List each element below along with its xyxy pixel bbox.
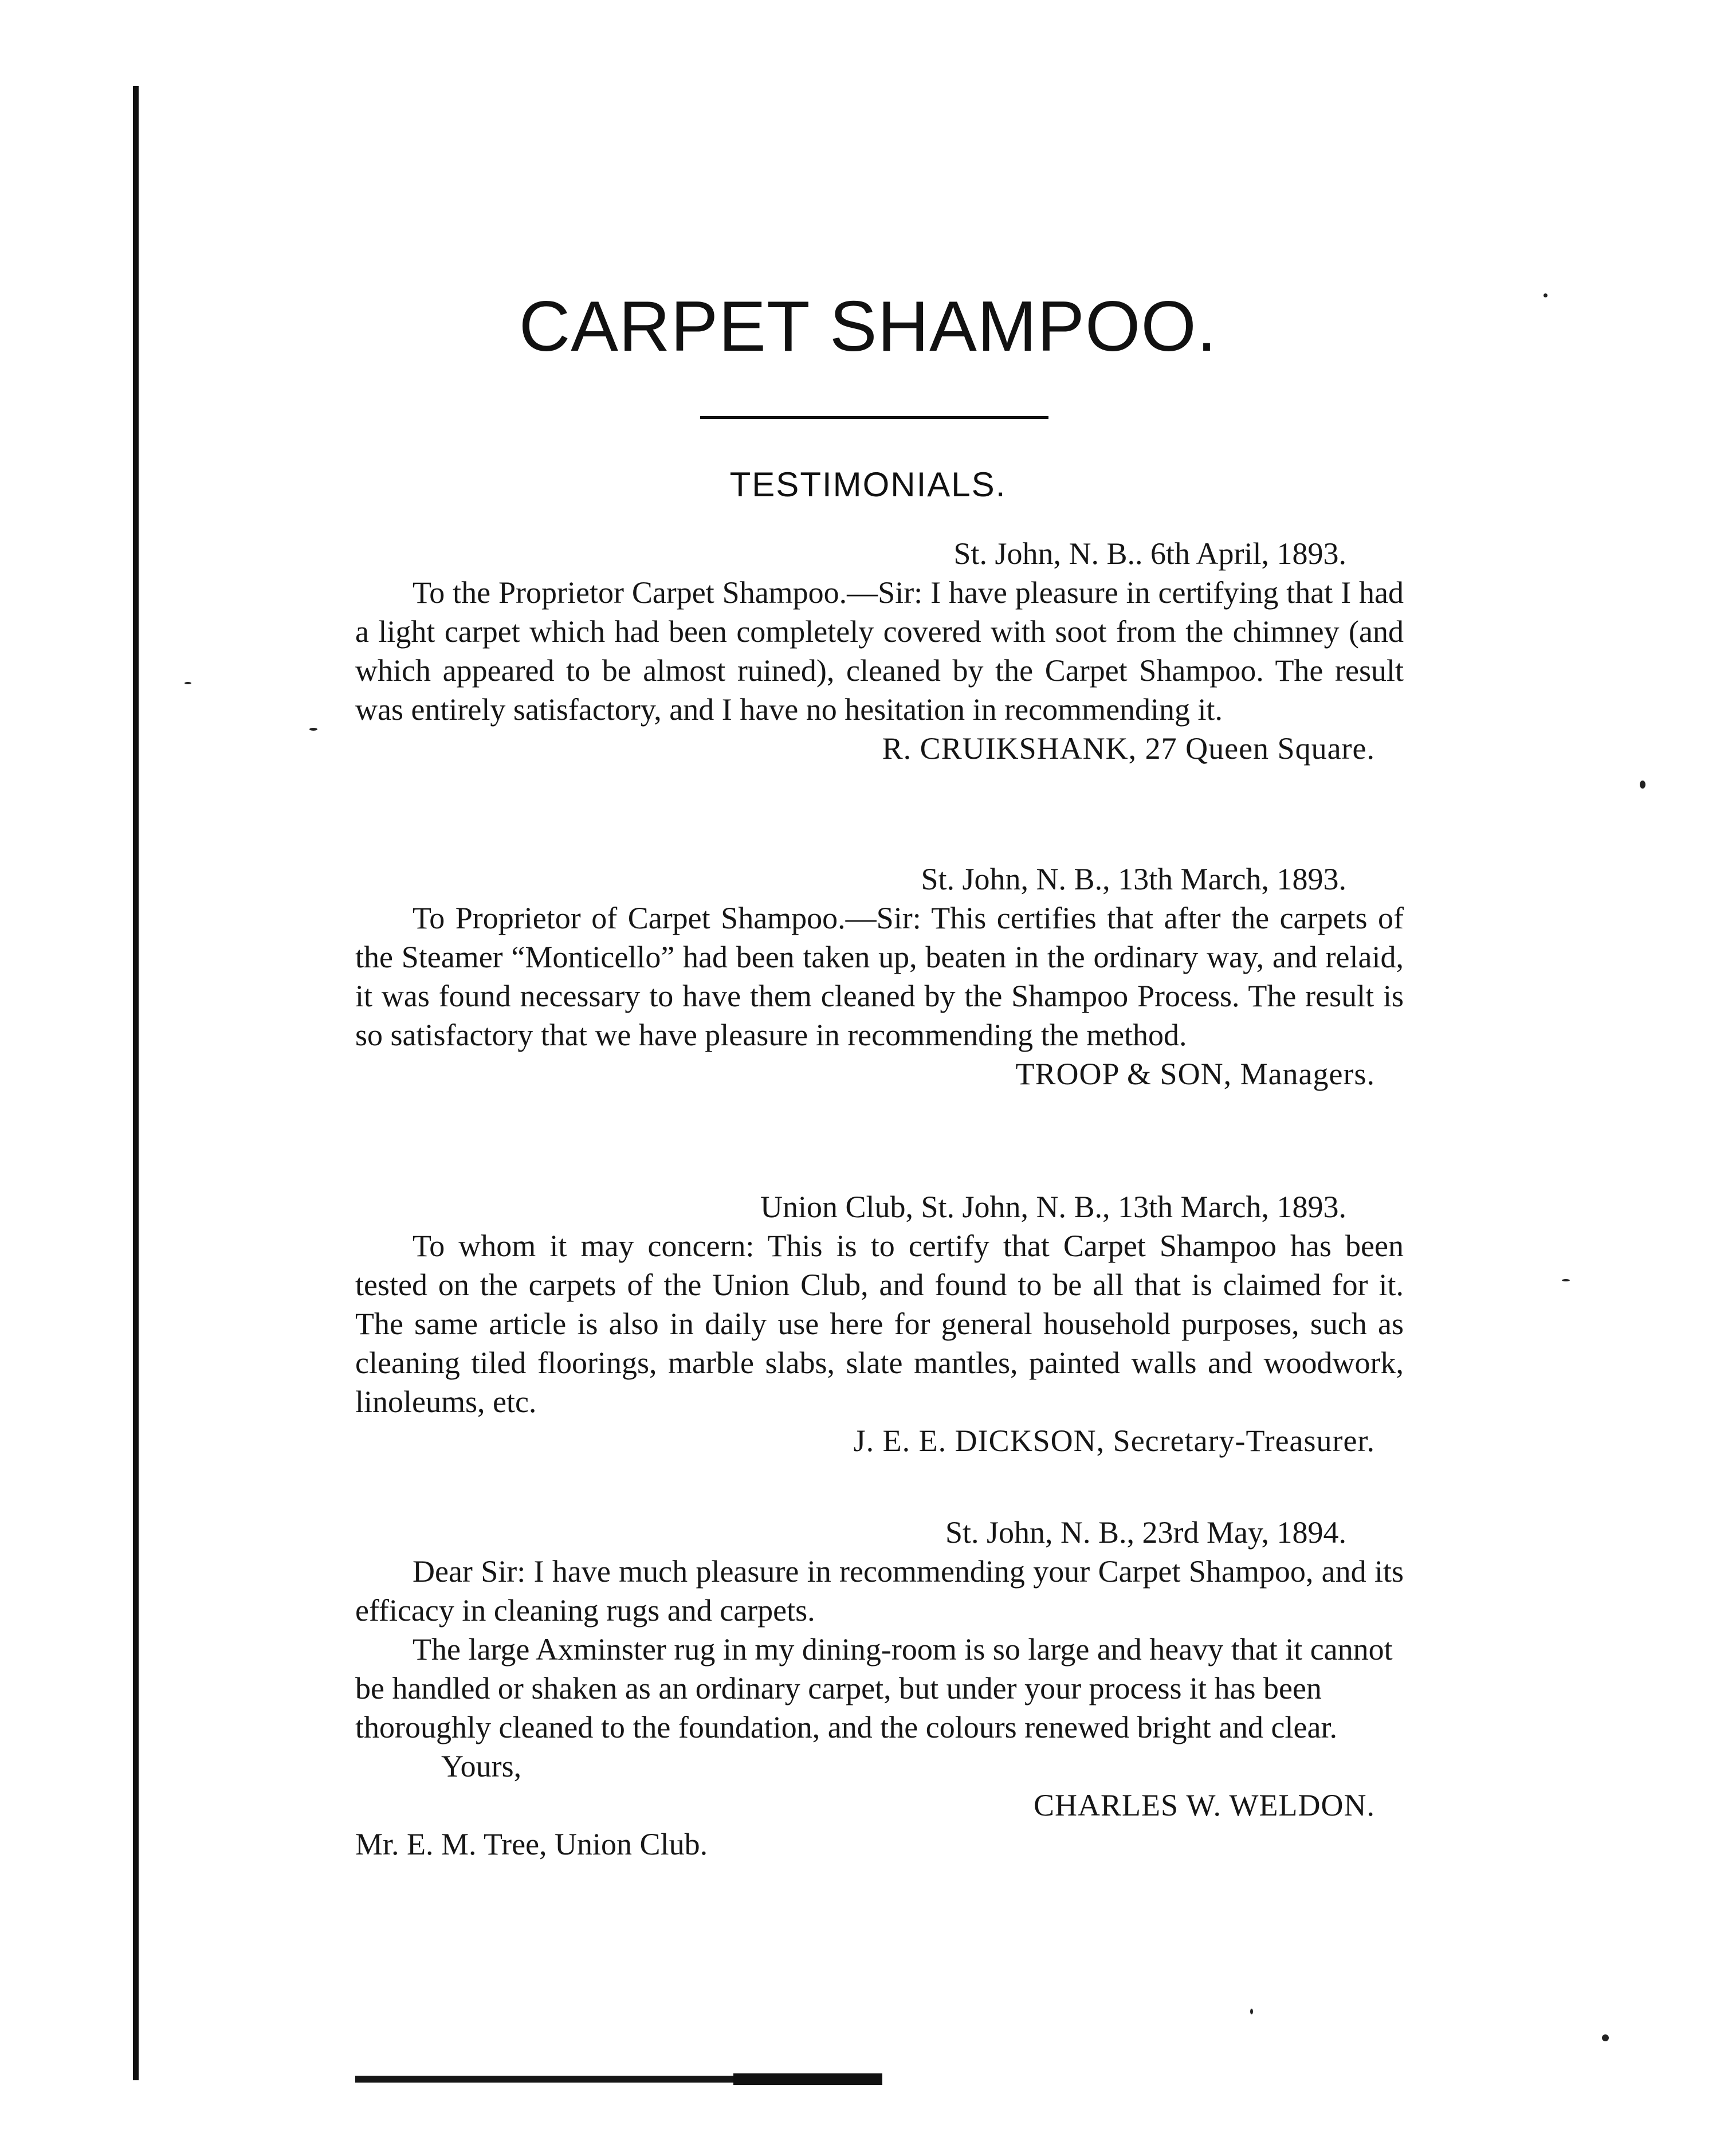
testimonial-signature: J. E. E. DICKSON, Secretary-Treasurer. (853, 1424, 1375, 1458)
testimonial-body: To whom it may concern: This is to certify that Carpet Shampoo has been tested on the carpets of the Union Club, and found to be all that is claimed for it. The same article is also in daily use here for general household purposes, such as cleaning tiled floorings, marble slabs, slate mantles, painted walls and woodwork, linoleums, etc. (355, 1229, 1404, 1419)
scan-speck (1640, 781, 1645, 789)
scan-speck (1250, 2009, 1253, 2014)
testimonial-dateline: St. John, N. B.. 6th April, 1893. (953, 536, 1346, 571)
testimonial-addressee: Mr. E. M. Tree, Union Club. (355, 1827, 708, 1861)
bottom-rule-smudge (733, 2073, 882, 2085)
testimonial-body: Dear Sir: I have much pleasure in recommending your Carpet Shampoo, and its efficacy in cleaning rugs and carpets. (355, 1554, 1404, 1628)
testimonial-body-continued (355, 1630, 1404, 1786)
scan-speck (184, 682, 191, 684)
binding-edge-line (133, 86, 139, 2080)
binding-edge-line-thin (136, 86, 139, 258)
testimonial-body-text: The large Axminster rug in my dining-room is so large and heavy that it cannot be handled or shaken as an ordinary carpet, but under your process it has been thoroughly cleaned to the foundation, and the colours renewed bright and clear. (355, 1632, 1393, 1744)
testimonial-body: To the Proprietor Carpet Shampoo.—Sir: I have pleasure in certifying that I had a light carpet which had been completely covered with soot from the chimney (and which appeared to be almost ruined), cleaned by the Carpet Shampoo. The result was entirely satisfactory, and I have no hesitation in recommending it. (355, 575, 1404, 727)
testimonial-dateline: Union Club, St. John, N. B., 13th March, 1893. (760, 1190, 1346, 1224)
testimonial-signature: CHARLES W. WELDON. (1033, 1788, 1375, 1822)
testimonial-body: To Proprietor of Carpet Shampoo.—Sir: This certifies that after the carpets of the Steamer “Monticello” had been taken up, beaten in the ordinary way, and relaid, it was found necessary to have them cleaned by the Shampoo Process. The result is so satisfactory that we have pleasure in recommending the method. (355, 901, 1404, 1052)
testimonial-closing: Yours, (441, 1749, 522, 1783)
testimonial (355, 1187, 1404, 1460)
scan-speck (309, 728, 317, 731)
testimonial-signature: TROOP & SON, Managers. (1015, 1057, 1375, 1091)
testimonial (355, 1513, 1404, 1864)
document-title: CARPET SHAMPOO. (519, 287, 1217, 366)
testimonial-dateline: St. John, N. B., 23rd May, 1894. (945, 1515, 1346, 1550)
scan-speck (1562, 1279, 1570, 1281)
testimonial (355, 534, 1404, 768)
testimonial-dateline: St. John, N. B., 13th March, 1893. (921, 862, 1346, 896)
scan-speck (1602, 2034, 1609, 2041)
title-divider (700, 416, 1048, 419)
testimonial (355, 860, 1404, 1093)
section-heading: TESTIMONIALS. (729, 465, 1007, 504)
testimonial-signature: R. CRUIKSHANK, 27 Queen Square. (882, 731, 1375, 766)
